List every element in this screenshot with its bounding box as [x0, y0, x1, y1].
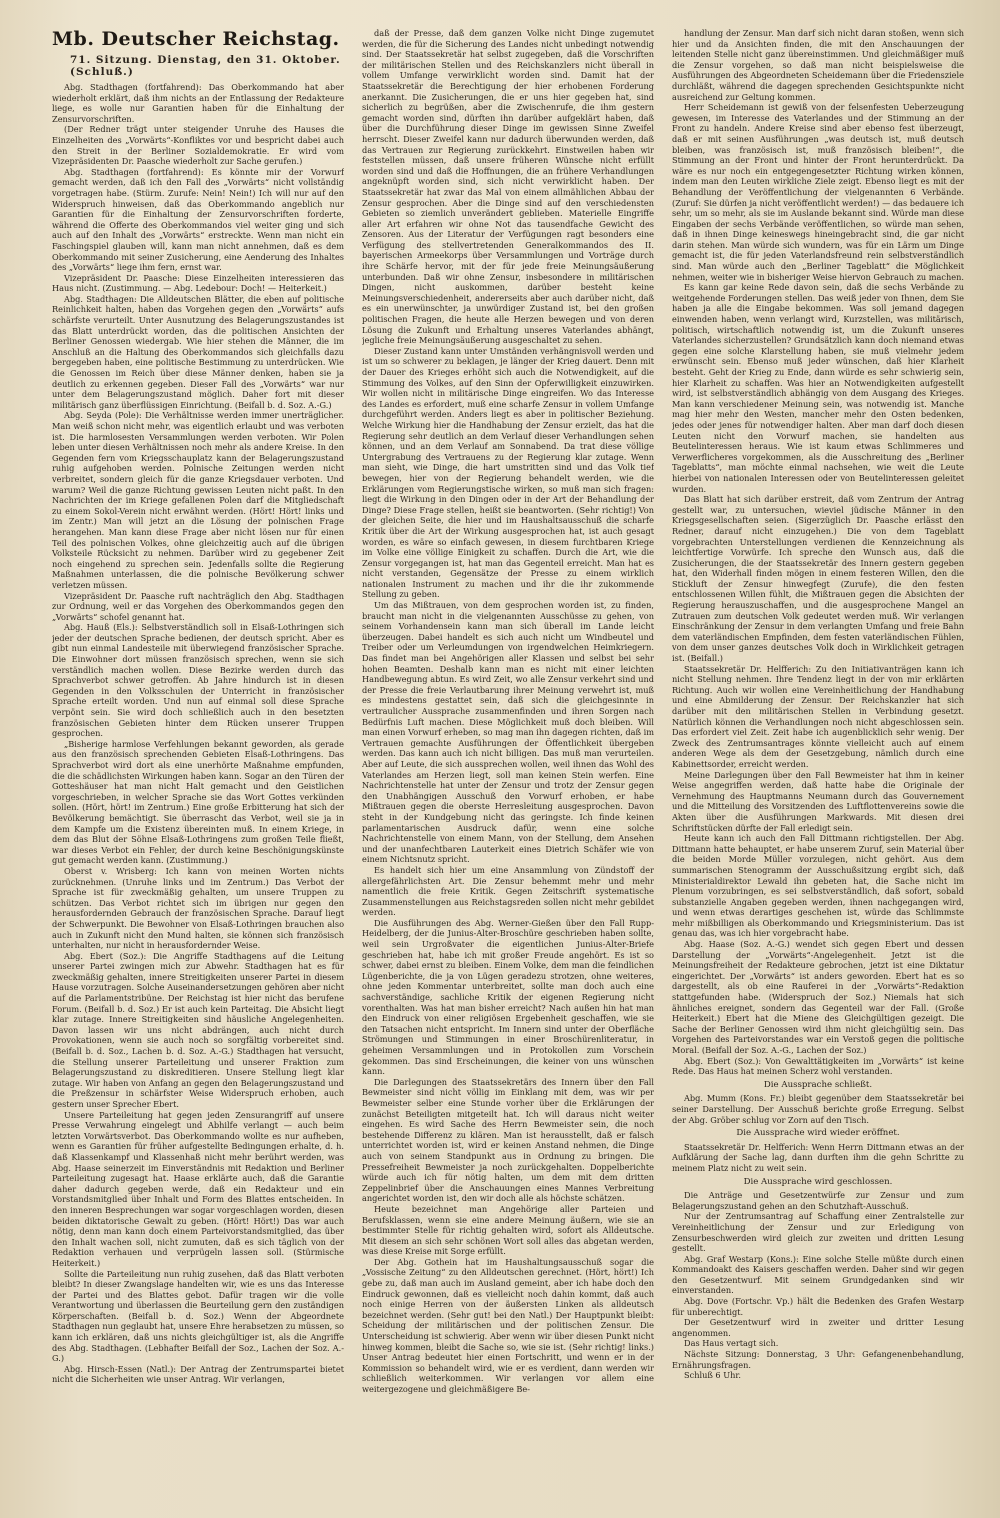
- paragraph: Vizepräsident Dr. Paasche ruft nachträglich den Abg. Stadthagen zur Ordnung, weil er das Vorgehen des Oberkommandos gegen den „Vorwärts“ schofel genannt hat.: [52, 590, 344, 622]
- paragraph: Abg. Ebert (Soz.): Die Angriffe Stadthagens auf die Leitung unserer Partei zwingen mich zur Abwehr. Stadthagen hat es für zweckmäßig gehalten, innere Streitigkeiten unserer Partei in diesem Hause vorzutragen. Solche Auseinandersetzungen gehören aber nicht auf die Parlamentstribüne. Der Reichstag ist hier nicht das berufene Forum. (Beifall b. d. Soz.) Er ist auch kein Parteitag. Die Absicht liegt klar zutage. Innere Streitigkeiten sind häusliche Angelegenheiten. Davon lassen wir uns nicht abdrängen, auch nicht durch Provokationen, wenn sie auch noch so sorgfältig vorbereitet sind. (Beifall b. d. Soz., Lachen b. d. Soz. A.-G.) Stadthagen hat versucht, die Stellung unserer Parteileitung und unserer Fraktion zum Belagerungszustand zu diskreditieren. Unsere Stellung liegt klar zutage. Wir haben von Anfang an gegen den Belagerungszustand und die Preßzensur in schärfster Weise Widerspruch erhoben, auch gestern unser Sprecher Ebert.: [52, 950, 344, 1109]
- paragraph: „Bisherige harmlose Verfehlungen bekannt geworden, als gerade aus den französisch sprechenden Gebieten Elsaß-Lothringens. Das Sprachverbot wird dort als eine unerhörte Maßnahme empfunden, die die schädlichsten Wirkungen haben kann. Sogar an den Türen der Gotteshäuser hat man nicht Halt gemacht und den Geistlichen vorgeschrieben, in welcher Sprache sie das Wort Gottes verkünden sollen. (Hört, hört! im Zentrum.) Eine große Erbitterung hat sich der Bevölkerung bemächtigt. Sie überrascht das Verbot, weil sie ja in dem Kampfe um die Existenz übereinten muß. In einem Kriege, in dem das Blut der Söhne Elsaß-Lothringens zum großen Teile fließt, war dieses Verbot ein Fehler, der durch keine Beschönigungskünste gut gemacht werden kann. (Zustimmung.): [52, 738, 344, 866]
- paragraph: Um das Mißtrauen, von dem gesprochen worden ist, zu finden, braucht man nicht in die vielgenannten Ausschüsse zu gehen, von seinem Vorhandensein kann man sich überall im Lande leicht überzeugen. Dabei handelt es sich auch nicht um Windbeutel und Treiber oder um Verleumdungen von irgendwelchen Heimkriegern. Das findet man bei Angehörigen aller Klassen und selbst bei sehr hohen Beamten. Deshalb kann man es nicht mit einer leichten Handbewegung abtun. Es wird Zeit, wo alle Zensur verkehrt sind und der Presse die freie Verlautbarung ihrer Meinung verwehrt ist, muß es mindestens gestattet sein, daß sich die gleichgesinnte in vertraulicher Aussprache zusammenfinden und ihren Sorgen nach Bedürfnis Luft machen. Diese Möglichkeit muß doch bleiben. Will man einen Vorwurf erheben, so mag man ihn dagegen richten, daß im Vertrauen gemachte Ausführungen der Öffentlichkeit übergeben werden. Das kann auch ich nicht billigen. Das muß man verurteilen. Aber auf Leute, die sich aussprechen wollen, weil ihnen das Wohl des Vaterlandes am Herzen liegt, soll man keinen Stein werfen. Eine Nachrichtenstelle hat unter der Zensur und trotz der Zensur gegen den Unabhängigen Ausschuß den Vorwurf erhoben, er habe Mißtrauen gegen die oberste Herresleitung ausgesprochen. Davon steht in der Kundgebung nicht das geringste. Ich finde keinen parlamentarischen Ausdruck dafür, wenn eine solche Nachrichtenstelle von einem Mann, von der Stellung, dem Ansehen und der unanfechtbaren Lauterkeit eines Dietrich Schäfer wie von einem Nichtsnutz spricht.: [362, 600, 654, 865]
- paragraph: Meine Darlegungen über den Fall Bewmeister hat ihm in keiner Weise angegriffen werden, daß hatte habe die Originale der Vernehmung des Hauptmanns Neumann durch das Gouvernement und die Mitteilung des Vorsitzenden des Luftflottenvereins sowie die Akten über die Ausführungen Markwards. Mit diesen drei Schriftstücken dürfte der Fall erledigt sein.: [672, 769, 964, 833]
- column-3-text-c: [672, 1142, 964, 1174]
- debate-closed-again-note: Die Aussprache wird geschlossen.: [743, 1176, 893, 1187]
- paragraph: Dieser Zustand kann unter Umständen verhängnisvoll werden und ist um so schwerer zu beklagen, je länger der Krieg dauert. Denn mit der Dauer des Krieges erhöht sich auch die Notwendigkeit, auf die Stimmung des Volkes, auf den Sinn der Opferwilligkeit einzuwirken. Wir wollen nicht in militärische Dinge eingreifen. Wo das Interesse des Landes es erfordert, muß eine scharfe Zensur in vollem Umfange durchgeführt werden. Anders liegt es aber in politischer Beziehung. Welche Wirkung hier die Handhabung der Zensur erzielt, das hat die Regierung sehr deutlich an dem Verlauf dieser Verhandlungen sehen können, und an dem Verlauf am Sonnabend. Da trat diese völlige Untergrabung des Vertrauens zu der Regierung klar zutage. Wenn man sieht, wie Dinge, die hart umstritten sind und das Volk tief bewegen, hier von der Regierung behandelt werden, wie die Erklärungen vom Regierungstische wirken, so muß man sich fragen: liegt die Wirkung in den Dingen oder in der Art der Behandlung der Dinge? Diese Frage stellen, heißt sie beantworten. (Sehr richtig!) Von der gleichen Seite, die hier und im Haushaltsausschuß die scharfe Kritik über die Art der Wirkung ausgesprochen hat, ist auch gesagt worden, es wäre so einfach gewesen, in diesem furchtbaren Kriege im Volke eine völlige Einigkeit zu schaffen. Durch die Art, wie die Zensur vorgegangen ist, hat man das Gegenteil erreicht. Man hat es nicht verstanden, Gegensätze der Presse zu einem wirklich nationalen Instrument zu machen und ihr die ihr zukommende Stellung zu geben.: [362, 345, 654, 600]
- paragraph: Abg. Graf Westarp (Kons.): Eine solche Stelle müßte durch einen Kommandoakt des Kaisers geschaffen werden. Daher sind wir gegen den Gesetzentwurf. Mit seinem Grundgedanken sind wir einverstanden.: [672, 1253, 964, 1296]
- paragraph: Abg. Mumm (Kons. Fr.) bleibt gegenüber dem Staatssekretär bei seiner Darstellung. Der Ausschuß berichte große Erregung. Selbst der Abg. Gröber schlug vor Zorn auf den Tisch.: [672, 1093, 964, 1125]
- column-3: [672, 28, 964, 1506]
- paragraph: Abg. Dove (Fortschr. Vp.) hält die Bedenken des Grafen Westarp für unberechtigt.: [672, 1296, 964, 1317]
- paragraph: Oberst v. Wrisberg: Ich kann von meinen Worten nichts zurücknehmen. (Unruhe links und im Zentrum.) Das Verbot der Sprache ist für zweckmäßig gehalten, um unsere Truppen zu schützen. Das Verbot richtet sich im übrigen nur gegen den herausfordernden Gebrauch der französischen Sprache. Darauf liegt der Schwerpunkt. Die Bewohner von Elsaß-Lothringen brauchen also auch in Zukunft nicht den Mund halten, sie können sich französisch unterhalten, nur nicht in herausfordernder Weise.: [52, 865, 344, 951]
- paragraph: Sollte die Parteileitung nun ruhig zusehen, daß das Blatt verboten bleibt? In dieser Zwangslage handelten wir, wie es uns das Interesse der Partei und des Blattes gebot. Dafür tragen wir die volle Verantwortung und überlassen die Beurteilung gern den zuständigen Körperschaften. (Beifall b. d. Soz.) Wenn der Abgeordnete Stadthagen nun geglaubt hat, unsere Ehre herabsetzen zu müssen, so kann ich erklären, daß uns nichts gleichgültiger ist, als die Angriffe des Abg. Stadthagen. (Lebhafter Beifall der Soz., Lachen der Soz. A.-G.): [52, 1268, 344, 1364]
- paragraph: Das Blatt hat sich darüber erstreit, daß vom Zentrum der Antrag gestellt war, zu untersuchen, wieviel jüdische Männer in den Kriegsgesellschaften seien. (Sigerzüglich Dr. Paasche erlässt den Redner, darauf nicht einzugehen.) Die von dem Tageblatt vorgebrachten Unterstellungen verdienen die Kennzeichnung als leichtfertige Vorwürfe. Ich spreche den Wunsch aus, daß die Zusicherungen, die der Staatssekretär des Innern gestern gegeben hat, den Widerhall finden mögen in einem festeren Willen, den die Stickluft der Zensur hinwegfegt (Zurufe), die den festen entschlossenen Willen fühlt, die Mißtrauen gegen die Absichten der Regierung herauszuschaffen, und die ausgesprochene Mangel an Zutrauen zum deutschen Volk gedeutet werden muß. Wir verlangen Einschränkung der Zensur in dem verlangten Umfang und freie Bahn dem vaterländischen Empfinden, dem festen vaterländischen Fühlen, von dem unser ganzes deutsches Volk doch in Wirklichkeit getragen ist. (Beifall.): [672, 494, 964, 664]
- paragraph: Vizepräsident Dr. Paasche: Diese Einzelheiten interessieren das Haus nicht. (Zustimmung. — Abg. Ledebour: Doch! — Heiterkeit.): [52, 272, 344, 294]
- column-1: [52, 28, 344, 1506]
- session-info: 71. Sitzung. Dienstag, den 31. Oktober.: [70, 54, 341, 66]
- paragraph: Abg. Stadthagen (fortfahrend): Es könnte mir der Vorwurf gemacht werden, daß ich den Fall des „Vorwärts“ nicht vollständig vorgetragen habe. (Stürm. Zurufe: Nein! Nein!) Ich will nur auf den Widerspruch hinweisen, daß das Oberkommando angeblich nur Garantien für die Einhaltung der Zensurvorschriften forderte, während die Offerte des Oberkommandos viel weiter ging und sich auch auf den Inhalt des „Vorwärts“ erstreckte. Wenn man nicht ein Faschingspiel glauben will, kann man nicht annehmen, daß es dem Oberkommando mit seiner Zusicherung, eine Aenderung des Inhaltes des „Vorwärts“ liege ihm fern, ernst war.: [52, 166, 344, 273]
- paragraph: Heute bezeichnet man Angehörige aller Parteien und Berufsklassen, wenn sie eine andere Meinung äußern, wie sie an bestimmter Stelle für richtig gehalten wird, sofort als Alldeutsche. Mit diesem an sich sehr schönen Wort soll alles das abgetan werden, was diese Kreise mit Sorge erfüllt.: [362, 1203, 654, 1257]
- paragraph: Schluß 6 Uhr.: [684, 1370, 742, 1381]
- column-3-text-d: [672, 1190, 964, 1381]
- paragraph: Es kann gar keine Rede davon sein, daß die sechs Verbände zu weitgehende Forderungen stellen. Das weiß jeder von Ihnen, dem Sie haben ja alle die Eingabe bekommen. Was soll jemand dagegen einwenden haben, wenn verlangt wird, Kurzstellen, was militärisch, politisch, wirtschaftlich notwendig ist, um die Zukunft unseres Vaterlandes sicherzustellen? Grundsätzlich kann doch niemand etwas gegen eine solche Klarstellung haben, sie muß vielmehr jedem erwünscht sein. Ebenso muß jeder wünschen, daß hier Klarheit besteht. Geht der Krieg zu Ende, dann würde es sehr schwierig sein, hier Klarheit zu schaffen. Was hier an Notwendigkeiten aufgestellt wird, ist selbstverständlich abhängig von dem Ausgang des Krieges. Man kann verschiedener Meinung sein, was notwendig ist. Manche mag hier mehr den Westen, mancher mehr den Osten bedenken, jedes oder jenes für notwendiger halten. Aber man darf doch diesen Leuten nicht den Vorwurf machen, sie handelten aus Beutelinteressen heraus. Wie ist kaum etwas Schlimmeres und Verwerflicheres vorgekommen, als die Ausschreitung des „Berliner Tageblatts“, man möchte einmal nachsehen, wie weit die Leute hierbei von nationalen Interessen oder von Beutelinteressen geleitet wurden.: [672, 282, 964, 494]
- paragraph: handlung der Zensur. Man darf sich nicht daran stoßen, wenn sich hier und da Ansichten finden, die mit den Anschauungen der leitenden Stelle nicht ganz übereinstimmen. Und gleichmäßiger muß die Zensur vorgehen, so daß man nicht beispielsweise die Ausführungen des Abgeordneten Scheidemann über die Friedensziele durchläßt, während die dagegen sprechenden Gesichtspunkte nicht ausreichend zur Geltung kommen.: [672, 28, 964, 102]
- paragraph: (Der Redner trägt unter steigender Unruhe des Hauses die Einzelheiten des „Vorwärts“-Konfliktes vor und bespricht dabei auch den Streit in der Berliner Sozialdemokratie. Er wird vom Vizepräsidenten Dr. Paasche wiederholt zur Sache gerufen.): [52, 124, 344, 167]
- session-line: [70, 54, 344, 78]
- paragraph: Abg. Stadthagen: Die Alldeutschen Blätter, die eben auf politische Reinlichkeit halten, haben das Vorgehen gegen den „Vorwärts“ aufs schärfste verurteilt. Unter Ausnutzung des Belagerungszustandes ist das Blatt unterdrückt worden, das die politischen Ansichten der Berliner Genossen wiedergab. Wie hier stehen die Männer, die im Anschluß an die Haltung des Oberkommandos sich gleichfalls dazu bergegeben haben, eine politische Bestimmung zu unterdrücken. Wie die Genossen im Reich über diese Männer denken, haben sie ja deutlich zu erkennen gegeben. Dieser Fall des „Vorwärts“ war nur unter dem Belagerungszustand möglich. Daher fort mit dieser militärisch ganz überflüssigen Einrichtung. (Beifall b. d. Soz. A.-G.): [52, 293, 344, 410]
- paragraph: Die Darlegungen des Staatssekretärs des Innern über den Fall Bewmeister sind nicht völlig im Einklang mit dem, was wir per Bewmeister selber eine Stunde vorher über die Erklärungen der zunächst Beteiligten mitgeteilt hat. Ich will daraus nicht weiter eingehen. Es wird Sache des Herrn Bewmeister sein, die noch bestehende Differenz zu klären. Man ist herausstellt, daß er falsch unterrichtet worden ist, wird er keinen Anstand nehmen, die Dinge auch von seinem Standpunkt aus in Ordnung zu bringen. Die Pressefreiheit Bewmeister ja noch zurückgehalten. Doppelberichte würde auch ich für nötig halten, um dem mit dem dritten Zeppelinbrief über die Anschauungen eines Mannes Verbreitung angerichtet worden ist, den wir doch alle als höchste schätzen.: [362, 1076, 654, 1204]
- article-columns: [52, 28, 964, 1506]
- paragraph: Der Gesetzentwurf wird in zweiter und dritter Lesung angenommen.: [672, 1317, 964, 1338]
- column-2-text: [362, 28, 654, 1395]
- paragraph: Abg. Seyda (Pole): Die Verhältnisse werden immer unerträglicher. Man weiß schon nicht mehr, was eigentlich erlaubt und was verboten ist. Die harmlosesten Versammlungen werden verboten. Wir Polen leben unter diesen Verhältnissen noch mehr als andere Kreise. In den Gegenden fern vom Kriegsschauplatz kann der Belagerungszustand ruhig aufgehoben werden. Polnische Zeitungen werden nicht verbreitet, sondern gleich für die ganze Kriegsdauer verboten. Und warum? Weil die ganze Richtung gewissen Leuten nicht paßt. In den Nachrichten der im Kriege gefallenen Polen darf die Mitgliedschaft zu einem Sokol-Verein nicht erwähnt werden. (Hört! Hört! links und im Zentr.) Man will jetzt an die Lösung der polnischen Frage herangehen. Man kann diese Frage aber nicht lösen nur für einen Teil des polnischen Volkes, ohne gleichzeitig auch auf die übrigen Volksteile Rücksicht zu nehmen. Darüber wird zu gegebener Zeit noch eingehend zu sprechen sein. Jedenfalls sollte die Regierung Maßnahmen unterlassen, die die polnische Bevölkerung schwer verletzen müssen.: [52, 410, 344, 590]
- paragraph: Es handelt sich hier um eine Ansammlung von Zündstoff der allergefährlichsten Art. Die Zensur behemmt mehr und mehr namentlich die freie Kritik. Gegen Zeitschrift systematische Zusammenstellungen aus Reichstagsreden sollen nicht mehr gebildet werden.: [362, 864, 654, 918]
- column-3-text: [672, 28, 964, 1077]
- paragraph: Heute kann ich auch den Fall Dittmann richtigstellen. Der Abg. Dittmann hatte behauptet, er habe unserem Zuruf, sein Material über die beiden Morde Müller vorzulegen, nicht gehört. Aus dem summarischen Stenogramm der Ausschußsitzung ergibt sich, daß Ministerialdirektor Lewald ihn gebeten hat, die Sache nicht im Plenum vorzubringen, es sei selbstverständlich, daß sofort, sobald substanzielle Angaben gegeben werden, ihnen nachgegangen wird, und wenn etwas derartiges geschehen ist, würde das Schlimmste mehr mißbilligen als Oberkommando und Kriegsministerium. Das ist genau das, was ich hier vorgebracht habe.: [672, 833, 964, 939]
- debate-closed-note: Die Aussprache schließt.: [763, 1079, 873, 1090]
- paragraph: Abg. Hirsch-Essen (Natl.): Der Antrag der Zentrumspartei bietet nicht die Sicherheiten wie unser Antrag. Wir verlangen,: [52, 1363, 344, 1385]
- paragraph: daß der Presse, daß dem ganzen Volke nicht Dinge zugemutet werden, die für die Sicherung des Landes nicht unbedingt notwendig sind. Der Staatssekretär hat selbst zugegeben, daß die Vorschriften der militärischen Stellen und des Reichskanzlers nicht überall in vollem Umfange verwirklicht worden sind. Damit hat der Staatssekretär die Berechtigung der hier erhobenen Forderung anerkannt. Die Zusicherungen, die er uns hier gegeben hat, sind sicherlich zu begrüßen, aber die Zwischenrufe, die ihm gestern gemacht worden sind, dürften ihn darüber aufgeklärt haben, daß über die Durchführung dieser Dinge im gewissen Sinne Zweifel herrscht. Dieser Zweifel kann nur dadurch überwunden werden, daß das Vertrauen zur Regierung zurückkehrt. Einstweilen haben wir feststellen müssen, daß unsere früheren Wünsche nicht erfüllt worden sind und daß die Hoffnungen, die an frühere Verhandlungen angeknüpft worden sind, sich nicht verwirklicht haben. Der Staatssekretär hat zwar das Mal von einem allmählichen Abbau der Zensur gesprochen. Aber die Dinge sind auf den verschiedensten Gebieten so ziemlich unverändert geblieben. Materielle Eingriffe aller Art erfahren wir ohne Not das tausendfache Gewicht des Zensoren. Aus der Literatur der Verfügungen ragt besonders eine Verfügung des stellvertretenden Generalkommandos des II. bayerischen Armeekorps über Versammlungen und Vorträge durch ihre Schärfe hervor, mit der für jede freie Meinungsäußerung unterbunden. Daß wir ohne Zensur, insbesondere in militärischen Dingen, nicht auskommen, darüber besteht keine Meinungsverschiedenheit, andererseits aber auch darüber nicht, daß es ein unerwünschter, ja unwürdiger Zustand ist, bei den großen politischen Fragen, die heute alle Herzen bewegen und von deren Lösung die Zukunft und Erhaltung unseres Vaterlandes abhängt, jegliche freie Meinungsäußerung ausgeschaltet zu sehen.: [362, 28, 654, 346]
- paragraph: Staatssekretär Dr. Helfferich: Wenn Herrn Dittmann etwas an der Aufklärung der Sache lag, dann durften ihm die gehn Schritte zu meinem Platz nicht zu weit sein.: [672, 1141, 964, 1173]
- column-3-text-b: [672, 1093, 964, 1125]
- paragraph: Nächste Sitzung: Donnerstag, 3 Uhr: Gefangenenbehandlung, Ernährungsfragen.: [672, 1349, 964, 1370]
- paragraph: Unsere Parteileitung hat gegen jeden Zensurangriff auf unsere Presse Verwahrung eingelegt und Abhilfe verlangt — auch beim letzten Vorwärtsverbot. Das Oberkommando wollte es nur aufheben, wenn es Garantien für früher aufgestellte Bedingungen erhalte, d. h. daß Klassenkampf und Klassenhaß nicht mehr berührt werden, was Abg. Haase seinerzeit im Einverständnis mit Redaktion und Berliner Parteileitung zugesagt hat. Haase erklärte auch, daß die Garantie daher dadurch gegeben werde, daß ein Redakteur und ein Vorstandsmitglied über Inhalt und Form des Blattes entscheiden. In den inneren Besprechungen war sogar vorgeschlagen worden, diesen beiden diktatorische Gewalt zu geben. (Hört! Hört!) Das war auch nötig, denn man kann doch einem Parteivorstandsmitglied, das über den Inhalt wachen soll, nicht zumuten, daß es sich täglich von der Redaktion verhauen und verprügeln lassen soll. (Stürmische Heiterkeit.): [52, 1109, 344, 1268]
- paragraph: Nur der Zentrumsantrag auf Schaffung einer Zentralstelle zur Vereinheitlichung der Zensur und zur Erledigung von Zensurbeschwerden wird gleich zur zweiten und dritten Lesung gestellt.: [672, 1211, 964, 1254]
- paragraph: Die Ausführungen des Abg. Werner-Gießen über den Fall Rupp-Heidelberg, der die Junius-Alter-Broschüre geschrieben haben sollte, weil sein Urgroßvater die eigentlichen Junius-Alter-Briefe geschrieben hat, habe ich mit großer Freude angehört. Es ist so schwer, dabei ernst zu bleiben. Einem Volke, dem man die feindlichen Lügenberichte, die ja von Lügen geradezu strotzen, ohne weiteres, ohne jeden Kommentar unterbreitet, sollte man doch auch eine sachverständige, sachliche Kritik der eigenen Regierung nicht vorenthalten. Was hat man bisher erreicht? Nach außen hin hat man den Eindruck von einer religiösen Ergebenheit geschaffen, wie sie den Tatsachen nicht entspricht. Im Innern sind unter der Oberfläche Strömungen und Stimmungen in einer Broschürenliteratur, in geheimen Versammlungen und in Protokollen zum Vorschein gekommen. Das sind Erscheinungen, die keiner von uns wünschen kann.: [362, 917, 654, 1077]
- paragraph: Das Haus vertagt sich.: [684, 1338, 779, 1349]
- paragraph: Abg. Stadthagen (fortfahrend): Das Oberkommando hat aber wiederholt erklärt, daß ihm nichts an der Entlassung der Redakteure liege, es wolle nur Garantien haben für die Einhaltung der Zensurvorschriften.: [52, 82, 344, 124]
- paragraph: Abg. Hauß (Els.): Selbstverständlich soll in Elsaß-Lothringen sich jeder der deutschen Sprache bedienen, der deutsch spricht. Aber es gibt nun einmal Landesteile mit überwiegend französischer Sprache. Die Einwohner dort müssen französisch sprechen, wenn sie sich verständlich machen wollen. Diese Bezirke werden durch das Sprachverbot schwer getroffen. Ab Jahre hindurch ist in diesen Gegenden in den Volksschulen der Unterricht in französischer Sprache erteilt worden. Und nun auf einmal soll diese Sprache verpönt sein. Sie wird doch schließlich auch in den besetzten französischen Gebieten hinter dem Rücken unserer Truppen gesprochen.: [52, 622, 344, 739]
- paragraph: Abg. Ebert (Soz.): Von Gewalttätigkeiten im „Vorwärts“ ist keine Rede. Das Haus hat meinen Scherz wohl verstanden.: [672, 1055, 964, 1077]
- paragraph: Der Abg. Gothein hat im Haushaltungsausschuß sogar die „Vossische Zeitung“ zu den Alldeutschen gerechnet. (Hört, hört!) Ich gebe zu, daß man auch im Ausland gemeint, aber ich habe doch den Eindruck gewonnen, daß es vielleicht noch dahin kommt, daß auch noch einige Herren von der äußersten Linken als alldeutsch bezeichnet werden. (Sehr gut! bei den Natl.) Der Hauptpunkt bleibt: Scheidung der militärischen und der politischen Zensur. Die Unterscheidung ist schwierig. Aber wenn wir über diesen Punkt nicht hinweg kommen, bleibt die Sache so, wie sie ist. (Sehr richtig! links.) Unser Antrag bedeutet hier einen Fortschritt, und wenn er in der Kommission so behandelt wird, wie er es verdient, dann werden wir schließlich weiterkommen. Wir verlangen vor allem eine weitergezogene und gleichmäßigere Be-: [362, 1256, 654, 1394]
- paragraph: Abg. Haase (Soz. A.-G.) wendet sich gegen Ebert und dessen Darstellung der „Vorwärts“-Angelegenheit. Jetzt ist die Meinungsfreiheit der Redakteure gebrochen, jetzt ist eine Diktatur eingerichtet. Der „Vorwärts“ ist anders geworden. Ebert hat es so dargestellt, als ob eine Rauferei in der „Vorwärts“-Redaktion stattgefunden habe. (Widerspruch der Soz.) Niemals hat sich ähnliches ereignet, sondern das Gegenteil war der Fall. (Große Heiterkeit.) Ebert hat die Miene des Gleichgültigen gezeigt. Die Sache der Berliner Genossen wird ihm nicht gleichgültig sein. Das Vorgehen des Parteivorstandes war ein Verstoß gegen die politische Moral. (Beifall der Soz. A.-G., Lachen der Soz.): [672, 939, 964, 1055]
- paragraph: Staatssekretär Dr. Helfferich: Zu den Initiativanträgen kann ich nicht Stellung nehmen. Ihre Tendenz liegt in der von mir erklärten Richtung. Auch wir wollen eine Vereinheitlichung der Handhabung und eine Abmilderung der Zensur. Der Reichskanzler hat sich darüber mit den militärischen Stellen in Verbindung gesetzt. Natürlich können die Verhandlungen noch nicht abgeschlossen sein. Das erfordert viel Zeit. Zeit habe ich augenblicklich sehr wenig. Der Zweck des Zentrumsantrages könnte vielleicht auch auf einem anderen Wege als dem der Gesetzgebung, nämlich durch eine Kabinettsorder, erreicht werden.: [672, 663, 964, 769]
- headline: Mb. Deutscher Reichstag.: [52, 28, 340, 50]
- column-1-text: [52, 82, 344, 1385]
- debate-reopened-note: Die Aussprache wird wieder eröffnet.: [736, 1128, 900, 1139]
- paragraph: Herr Scheidemann ist gewiß von der felsenfesten Ueberzeugung gewesen, im Interesse des Vaterlandes und der Stimmung an der Front zu handeln. Andere Kreise sind aber ebenso fest überzeugt, daß er mit seinen Ausführungen „was deutsch ist, muß deutsch bleiben, was französisch ist, muß französisch bleiben!“, die Stimmung an der Front und hinter der Front herunterdrückt. Da wäre es nur noch ein entgegengesetzter Richtung wirken können, indem man den Leuten wirkliche Ziele zeigt. Ebenso liegt es mit der Behandlung der Veröffentlichung der vielgenannten 6 Verbände. (Zuruf: Sie dürfen ja nicht veröffentlicht werden!) — das bedauere ich sehr, um so mehr, als sie im Auslande bekannt sind. Würde man diese Eingaben der sechs Verbände veröffentlichen, so würde man sehen, daß in ihnen Dinge keineswegs hineingebracht sind, die gar nicht darin stehen. Man würde sich wundern, was für ein Lärm um Dinge gemacht ist, die für jeden Vaterlandsfreund rein selbstverständlich sind. Man würde auch den „Berliner Tageblatt“ die Möglichkeit nehmen, weiter wie in bisheriger Weise hiervon Gebrauch zu machen.: [672, 102, 964, 282]
- paragraph: Die Anträge und Gesetzentwürfe zur Zensur und zum Belagerungszustand gehen an den Schutzhaft-Ausschuß.: [672, 1190, 964, 1211]
- column-2: [362, 28, 654, 1506]
- continued-note: (Schluß.): [70, 66, 134, 78]
